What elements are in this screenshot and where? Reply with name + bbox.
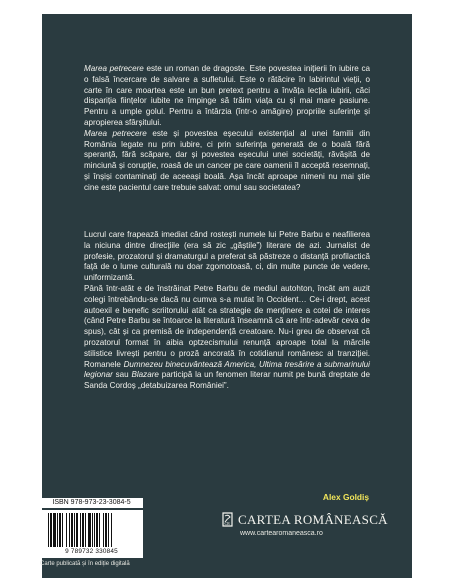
barcode-bar bbox=[99, 513, 100, 547]
barcode-bar bbox=[50, 513, 52, 547]
barcode-bar bbox=[53, 513, 56, 547]
barcode-bar bbox=[94, 513, 96, 547]
barcode-bar bbox=[108, 513, 109, 547]
publisher-logo-icon bbox=[222, 511, 234, 528]
barcode-bar bbox=[92, 513, 93, 547]
barcode-bar bbox=[62, 513, 63, 547]
novel-titles: Dumnezeu binecuvântează America, Ultima tresărire a submarinului legionar bbox=[84, 359, 370, 380]
barcode-bar bbox=[71, 513, 73, 547]
barcode-bar bbox=[69, 513, 70, 547]
barcode-bar bbox=[85, 513, 86, 547]
barcode bbox=[40, 510, 143, 558]
book-title-ref: Marea petrecere bbox=[84, 128, 147, 138]
barcode-bar bbox=[105, 513, 107, 547]
barcode-bar bbox=[76, 513, 79, 547]
blurb-paragraph-1 bbox=[84, 64, 370, 194]
barcode-bar bbox=[96, 513, 98, 547]
barcode-bar bbox=[82, 513, 84, 547]
review-text: Până într-atât e de înstrăinat Petre Barbu de mediul autohton, încât am auzit colegi întrebându-se dacă nu cumva s-a mutat în Occident… Ce-i drept, acest autoexil e benefic scriitorului atât ca strategie de menținere a cotei de interes (când Petre Barbu se întoarce la literatură înseamnă că are într-adevăr ceva de spus), cât și ca premisă de independență creatoare. Nu-i greu de observat că prozatorul format în aibia optzecismului renunță aproape total la mărcile stilistice livrești pentru o proză ancorată în cotidianul românesc al tranziției. Romanele bbox=[84, 283, 370, 369]
review-part-2 bbox=[84, 284, 370, 392]
publisher-url: www.cartearomaneasca.ro bbox=[240, 530, 323, 537]
barcode-bar bbox=[80, 513, 81, 547]
review-text: participă la un fenomen literar numit pe bună dreptate de Sanda Cordoș „detabuizarea României”. bbox=[84, 370, 370, 391]
novel-title: Blazare bbox=[131, 370, 159, 380]
svg-text:CR: CR bbox=[224, 521, 230, 526]
blurb-part-1 bbox=[84, 64, 370, 129]
blurb-part-2 bbox=[84, 129, 370, 194]
barcode-bar bbox=[74, 513, 75, 547]
review-text: sau bbox=[112, 370, 132, 380]
barcode-bar bbox=[88, 513, 91, 547]
review-signature: Alex Goldiș bbox=[322, 492, 369, 502]
barcode-bar bbox=[59, 513, 61, 547]
blurb-text: este și povestea eșecului existențial al unei familii din România legate nu prin iubire, ci prin suferința generată de o boală fără speranță, fără scăpare, dar și povestea eșecului unei societăți, răvășită de minciună și corupție, roasă de un cancer pe care oamenii îl acceptă resemnați, și înșiși contaminați de aceeași boală. Așa încât aproape nimeni nu mai știe cine este pacientul care trebuie salvat: omul sau societatea? bbox=[84, 128, 370, 192]
barcode-digits: 9 789732 330845 bbox=[65, 548, 118, 555]
isbn-label: ISBN 978-973-23-3084-5 bbox=[40, 498, 143, 508]
barcode-bars bbox=[48, 513, 136, 547]
blurb-paragraph-2 bbox=[84, 230, 370, 392]
publisher-name: CARTEA ROMÂNEASCĂ bbox=[238, 512, 388, 527]
book-title-ref: Marea petrecere bbox=[84, 64, 144, 73]
barcode-bar bbox=[57, 513, 58, 547]
barcode-bar bbox=[66, 513, 67, 547]
back-cover bbox=[42, 14, 412, 578]
barcode-bar bbox=[111, 513, 112, 547]
barcode-bar bbox=[103, 513, 104, 547]
blurb-text: este un roman de dragoste. Este povestea inițierii în iubire ca o falsă încercare de salvare a sufletului. Este o rătăcire în labirintul vieții, o carte în care moartea este un bun pretext pentru a învăța lecția iubirii, căci dispariția ființelor iubite ne împinge să trăim viața cu și mai mare pasiune. Pentru a umple golul. Pentru a întârzia (într-o amăgire) propriile suferințe și apropierea sfârșitului. bbox=[84, 64, 370, 127]
barcode-bar bbox=[48, 513, 49, 547]
review-part-1: Lucrul care frapează imediat când rostești numele lui Petre Barbu e neafilierea la niciuna dintre direcțiile (era să zic „găștile”) literare de azi. Jurnalist de profesie, prozatorul și dramaturgul a preferat să păstreze o distanță profilactică față de o lume culturală nu doar zgomotoasă, ci, din multe puncte de vedere, uniformizantă. bbox=[84, 230, 370, 283]
digital-edition-note: Carte publicată și în ediție digitală bbox=[40, 561, 130, 567]
